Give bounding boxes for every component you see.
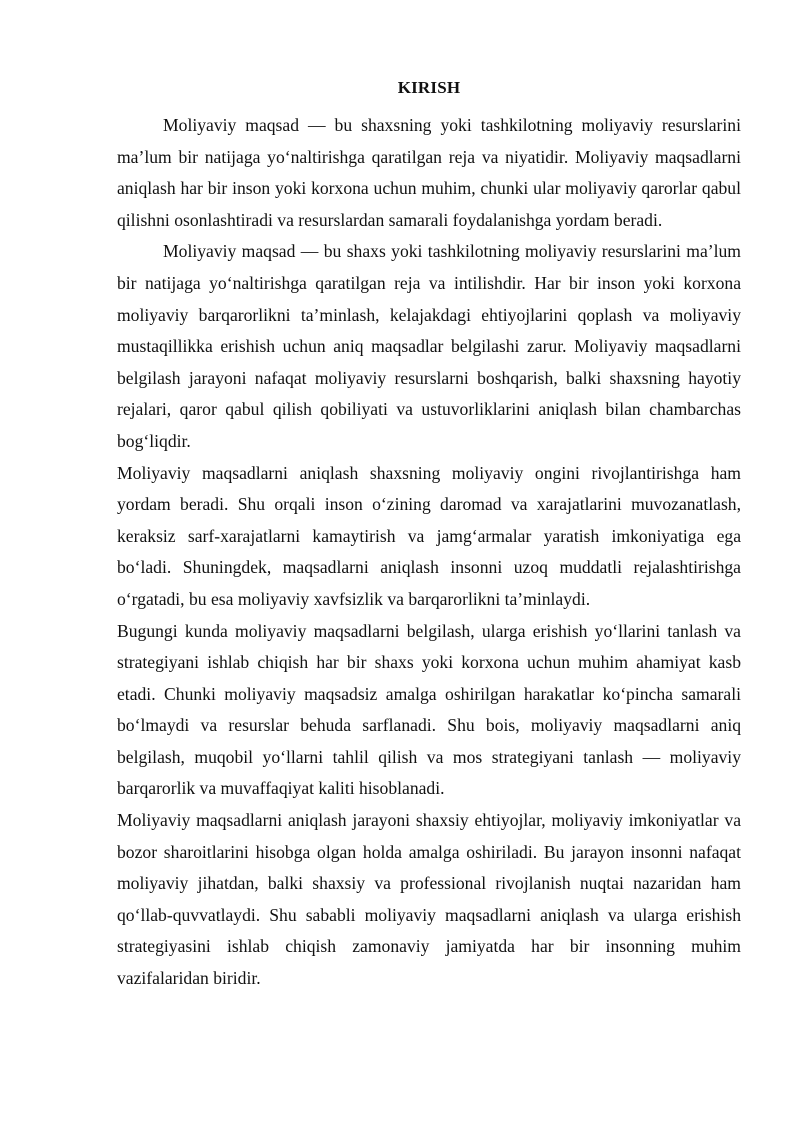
page-title: KIRISH [397,78,461,97]
paragraph-3: Moliyaviy maqsadlarni aniqlash shaxsning moliyaviy ongini rivojlantirishga ham yordam beradi. Shu orqali inson o‘zining daromad va xarajatlarini muvozanatlash, keraksiz sarf-xarajatlarni kamaytirish va jamg‘armalar yaratish imkoniyatiga ega bo‘ladi. Shuningdek, maqsadlarni aniqlash insonni uzoq muddatli rejalashtirishga o‘rgatadi, bu esa moliyaviy xavfsizlik va barqarorlikni ta’minlaydi. [117,462,741,609]
paragraph-4: Bugungi kunda moliyaviy maqsadlarni belgilash, ularga erishish yo‘llarini tanlash va strategiyani ishlab chiqish har bir shaxs yoki korxona uchun muhim ahamiyat kasb etadi. Chunki moliyaviy maqsadsiz amalga oshirilgan harakatlar ko‘pincha samarali bo‘lmaydi va resurslar behuda sarflanadi. Shu bois, moliyaviy maqsadlarni aniq belgilash, muqobil yo‘llarni tahlil qilish va mos strategiyani tanlash — moliyaviy barqarorlik va muvaffaqiyat kaliti hisoblanadi. [117,620,741,799]
paragraph-5: Moliyaviy maqsadlarni aniqlash jarayoni shaxsiy ehtiyojlar, moliyaviy imkoniyatlar va bozor sharoitlarini hisobga olgan holda amalga oshiriladi. Bu jarayon insonni nafaqat moliyaviy jihatdan, balki shaxsiy va professional rivojlanish nuqtai nazaridan ham qo‘llab-quvvatlaydi. Shu sababli moliyaviy maqsadlarni aniqlash va ularga erishish strategiyasini ishlab chiqish zamonaviy jamiyatda har bir insonning muhim vazifalaridan biridir. [117,810,741,989]
document-page [117,78,741,995]
paragraph-1: Moliyaviy maqsad — bu shaxsning yoki tashkilotning moliyaviy resurslarini ma’lum bir natijaga yo‘naltirishga qaratilgan reja va niyatidir. Moliyaviy maqsadlarni aniqlash har bir inson yoki korxona uchun muhim, chunki ular moliyaviy qarorlar qabul qilishni osonlashtiradi va resurslardan samarali foydalanishga yordam beradi. [117,115,741,230]
paragraph-2: Moliyaviy maqsad — bu shaxs yoki tashkilotning moliyaviy resurslarini ma’lum bir natijaga yo‘naltirishga qaratilgan reja va intilishdir. Har bir inson yoki korxona moliyaviy barqarorlikni ta’minlash, kelajakdagi ehtiyojlarini qoplash va moliyaviy mustaqillikka erishish uchun aniq maqsadlar belgilashi zarur. Moliyaviy maqsadlarni belgilash jarayoni nafaqat moliyaviy resurslarni boshqarish, balki shaxsning hayotiy rejalari, qaror qabul qilish qobiliyati va ustuvorliklarini aniqlash bilan chambarchas bog‘liqdir. [117,241,741,451]
